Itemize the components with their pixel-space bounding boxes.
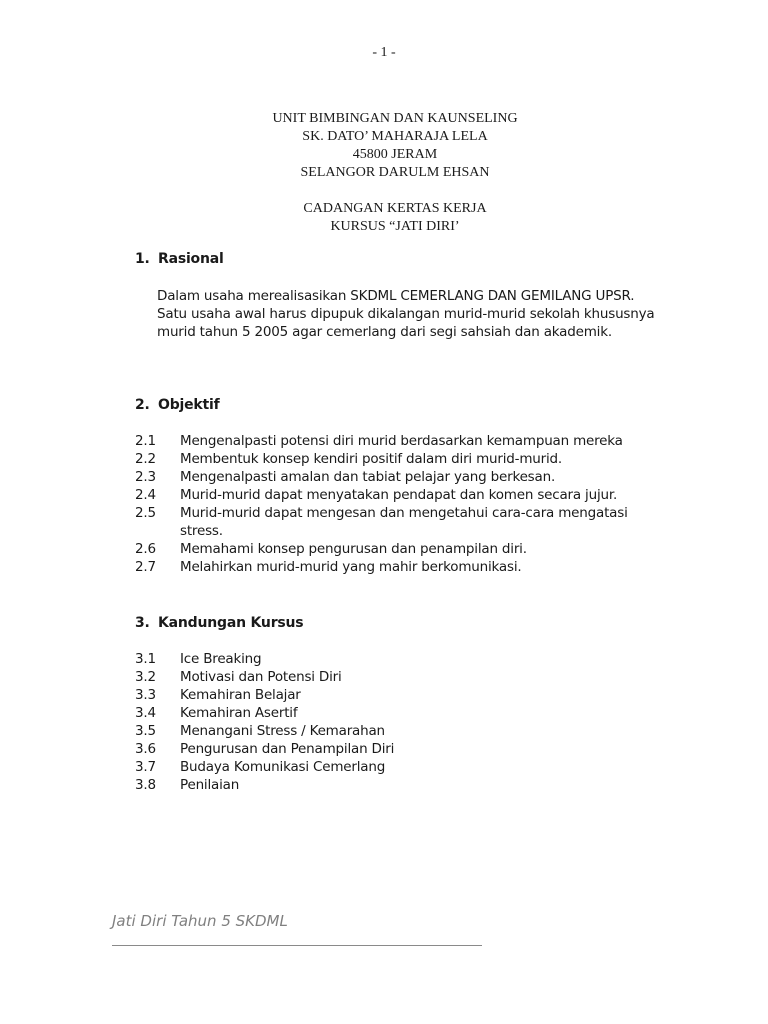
item-number: 2.7: [135, 559, 156, 575]
item-number: 3.4: [135, 705, 156, 721]
item-text: Mengenalpasti potensi diri murid berdasarkan kemampuan mereka: [180, 433, 623, 449]
item-number: 2.6: [135, 541, 156, 557]
list-item: [135, 432, 655, 450]
item-number: 3.3: [135, 687, 156, 703]
header-gap: [0, 182, 768, 200]
document-title-line-1: CADANGAN KERTAS KERJA: [303, 201, 487, 216]
document-title-line-2: KURSUS “JATI DIRI’: [330, 219, 460, 234]
item-text: Budaya Komunikasi Cemerlang: [180, 759, 386, 775]
item-text: Melahirkan murid-murid yang mahir berkomunikasi.: [180, 559, 522, 575]
page-number: - 1 -: [372, 45, 396, 60]
item-text: Pengurusan dan Penampilan Diri: [180, 741, 395, 757]
list-item: [135, 740, 655, 758]
item-text: Mengenalpasti amalan dan tabiat pelajar yang berkesan.: [180, 469, 556, 485]
list-item: [135, 722, 655, 740]
item-number: 3.8: [135, 777, 156, 793]
list-item: [135, 776, 655, 794]
item-text: Murid-murid dapat menyatakan pendapat dan komen secara jujur.: [180, 487, 618, 503]
section-heading-kandungan-kursus: [135, 615, 303, 631]
section-title: Objektif: [158, 397, 220, 413]
item-number: 2.3: [135, 469, 156, 485]
list-item: [135, 650, 655, 668]
section-number: 3.: [135, 615, 150, 631]
section-number: 1.: [135, 251, 150, 267]
objektif-list: [135, 432, 655, 576]
footer-text: Jati Diri Tahun 5 SKDML: [112, 912, 288, 930]
section-title: Kandungan Kursus: [158, 615, 304, 631]
item-number: 2.5: [135, 505, 156, 521]
list-item: [135, 504, 655, 540]
item-number: 3.2: [135, 669, 156, 685]
item-text: Ice Breaking: [180, 651, 262, 667]
header-line-state: SELANGOR DARULM EHSAN: [300, 165, 490, 180]
kandungan-list: [135, 650, 655, 794]
list-item: [135, 540, 655, 558]
section-heading-objektif: [135, 397, 220, 413]
item-number: 2.4: [135, 487, 156, 503]
header-line-school-name: SK. DATO’ MAHARAJA LELA: [302, 129, 488, 144]
item-text: Kemahiran Asertif: [180, 705, 298, 721]
item-text: Kemahiran Belajar: [180, 687, 301, 703]
item-number: 3.7: [135, 759, 156, 775]
section-heading-rasional: [135, 251, 224, 267]
item-text: Membentuk konsep kendiri positif dalam diri murid-murid.: [180, 451, 562, 467]
item-number: 2.1: [135, 433, 156, 449]
header-line-postcode: 45800 JERAM: [352, 147, 438, 162]
document-header: [0, 110, 768, 236]
item-text: Menangani Stress / Kemarahan: [180, 723, 385, 739]
list-item: [135, 668, 655, 686]
footer-divider: [112, 945, 482, 946]
list-item: [135, 450, 655, 468]
header-line-school-unit: UNIT BIMBINGAN DAN KAUNSELING: [272, 111, 518, 126]
list-item: [135, 686, 655, 704]
item-text: Murid-murid dapat mengesan dan mengetahui cara-cara mengatasi stress.: [180, 505, 628, 539]
section-title: Rasional: [158, 251, 224, 267]
section-number: 2.: [135, 397, 150, 413]
list-item: [135, 704, 655, 722]
item-number: 3.1: [135, 651, 156, 667]
list-item: [135, 486, 655, 504]
item-number: 3.5: [135, 723, 156, 739]
item-text: Memahami konsep pengurusan dan penampilan diri.: [180, 541, 527, 557]
list-item: [135, 758, 655, 776]
item-text: Penilaian: [180, 777, 240, 793]
item-text: Motivasi dan Potensi Diri: [180, 669, 342, 685]
item-number: 3.6: [135, 741, 156, 757]
list-item: [135, 558, 655, 576]
list-item: [135, 468, 655, 486]
item-number: 2.2: [135, 451, 156, 467]
rasional-paragraph: Dalam usaha merealisasikan SKDML CEMERLANG DAN GEMILANG UPSR. Satu usaha awal harus dipupuk dikalangan murid-murid sekolah khususnya murid tahun 5 2005 agar cemerlang dari segi sahsiah dan akademik.: [157, 288, 655, 340]
